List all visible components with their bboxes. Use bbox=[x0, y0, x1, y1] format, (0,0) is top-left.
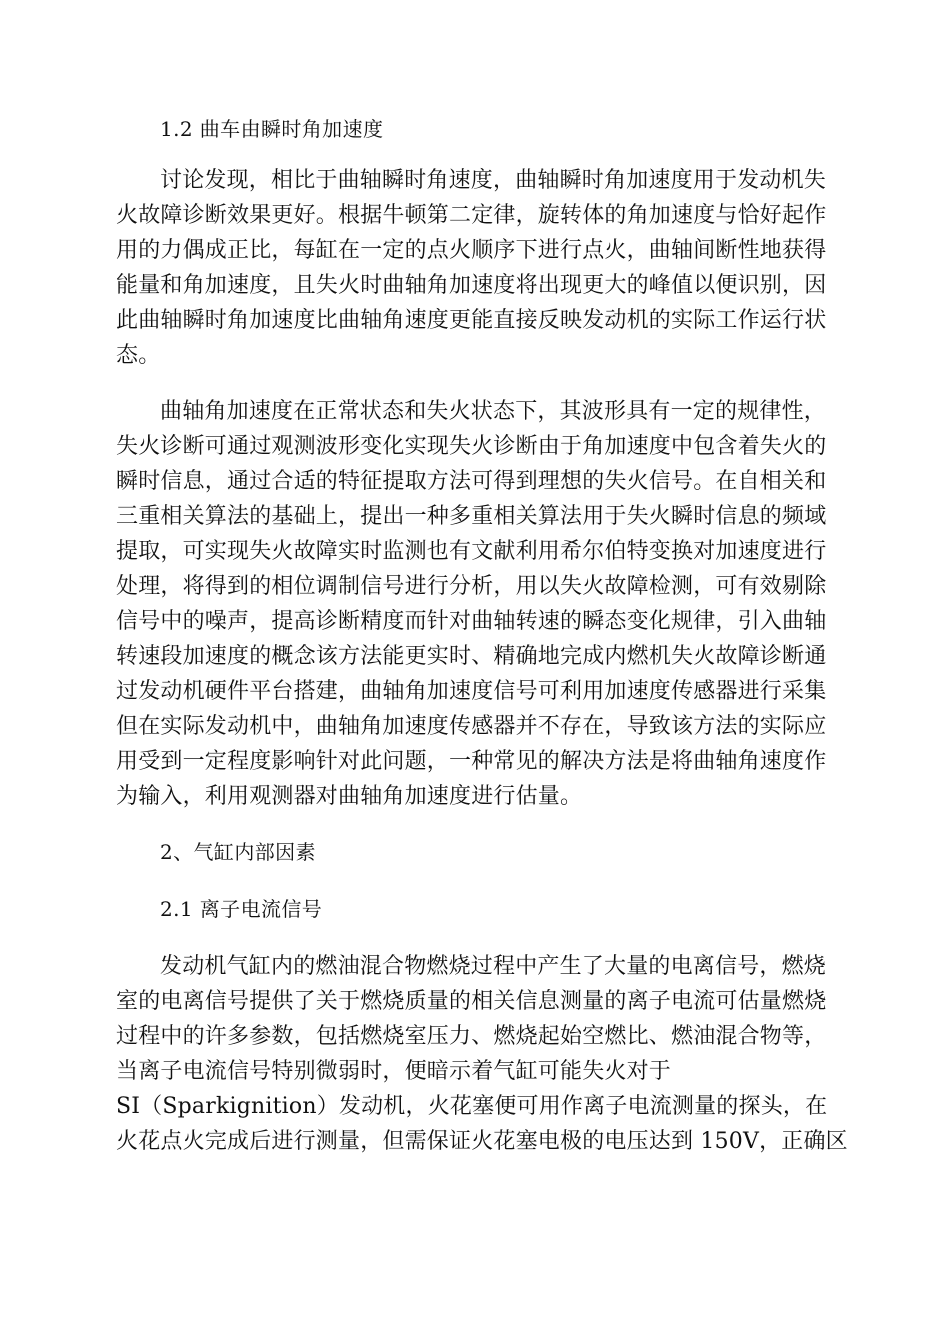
paragraph-line: 当离子电流信号特别微弱时，便暗示着气缸可能失火对于 bbox=[116, 1059, 672, 1084]
paragraph-ion-current bbox=[116, 949, 848, 1159]
paragraph-line: 但在实际发动机中，曲轴角加速度传感器并不存在，导致该方法的实际应 bbox=[116, 714, 827, 739]
paragraph-line: 火花点火完成后进行测量，但需保证火花塞电极的电压达到 150V，正确区 bbox=[116, 1129, 848, 1154]
paragraph-line: SI（Sparkignition）发动机，火花塞便可用作离子电流测量的探头，在 bbox=[116, 1094, 828, 1119]
paragraph-line: 用的力偶成正比，每缸在一定的点火顺序下进行点火，曲轴间断性地获得 bbox=[116, 238, 827, 263]
paragraph-line: 室的电离信号提供了关于燃烧质量的相关信息测量的离子电流可估量燃烧 bbox=[116, 989, 827, 1014]
paragraph-line: 过程中的许多参数，包括燃烧室压力、燃烧起始空燃比、燃油混合物等， bbox=[116, 1024, 827, 1049]
paragraph-angular-acceleration bbox=[116, 163, 832, 373]
document-body bbox=[116, 112, 848, 1180]
paragraph-line: 曲轴角加速度在正常状态和失火状态下，其波形具有一定的规律性， bbox=[160, 399, 827, 424]
paragraph-line: 讨论发现，相比于曲轴瞬时角速度，曲轴瞬时角加速度用于发动机失 bbox=[160, 168, 827, 193]
paragraph-line: 瞬时信息，通过合适的特征提取方法可得到理想的失火信号。在自相关和 bbox=[116, 469, 827, 494]
paragraph-line: 态。 bbox=[116, 343, 161, 368]
section-2-1-heading: 2.1 离子电流信号 bbox=[160, 897, 323, 921]
section-2-heading: 2、气缸内部因素 bbox=[160, 840, 316, 864]
paragraph-line: 转速段加速度的概念该方法能更实时、精确地完成内燃机失火故障诊断通 bbox=[116, 644, 827, 669]
paragraph-line: 提取，可实现失火故障实时监测也有文献利用希尔伯特变换对加速度进行 bbox=[116, 539, 827, 564]
paragraph-line: 过发动机硬件平台搭建，曲轴角加速度信号可利用加速度传感器进行采集 bbox=[116, 679, 827, 704]
paragraph-line: 信号中的噪声，提高诊断精度而针对曲轴转速的瞬态变化规律，引入曲轴 bbox=[116, 609, 827, 634]
paragraph-line: 火故障诊断效果更好。根据牛顿第二定律，旋转体的角加速度与恰好起作 bbox=[116, 203, 827, 228]
paragraph-line: 三重相关算法的基础上，提出一种多重相关算法用于失火瞬时信息的频域 bbox=[116, 504, 827, 529]
paragraph-line: 发动机气缸内的燃油混合物燃烧过程中产生了大量的电离信号，燃烧 bbox=[160, 954, 827, 979]
paragraph-line: 为输入，利用观测器对曲轴角加速度进行估量。 bbox=[116, 784, 583, 809]
paragraph-line: 此曲轴瞬时角加速度比曲轴角速度更能直接反映发动机的实际工作运行状 bbox=[116, 308, 827, 333]
paragraph-line: 处理，将得到的相位调制信号进行分析，用以失火故障检测，可有效剔除 bbox=[116, 574, 827, 599]
section-1-2-heading: 1.2 曲车由瞬时角加速度 bbox=[160, 117, 384, 141]
paragraph-line: 能量和角加速度，且失火时曲轴角加速度将出现更大的峰值以便识别，因 bbox=[116, 273, 827, 298]
paragraph-line: 用受到一定程度影响针对此问题，一种常见的解决方法是将曲轴角速度作 bbox=[116, 749, 827, 774]
paragraph-line: 失火诊断可通过观测波形变化实现失火诊断由于角加速度中包含着失火的 bbox=[116, 434, 827, 459]
paragraph-waveform-diagnosis bbox=[116, 394, 832, 814]
